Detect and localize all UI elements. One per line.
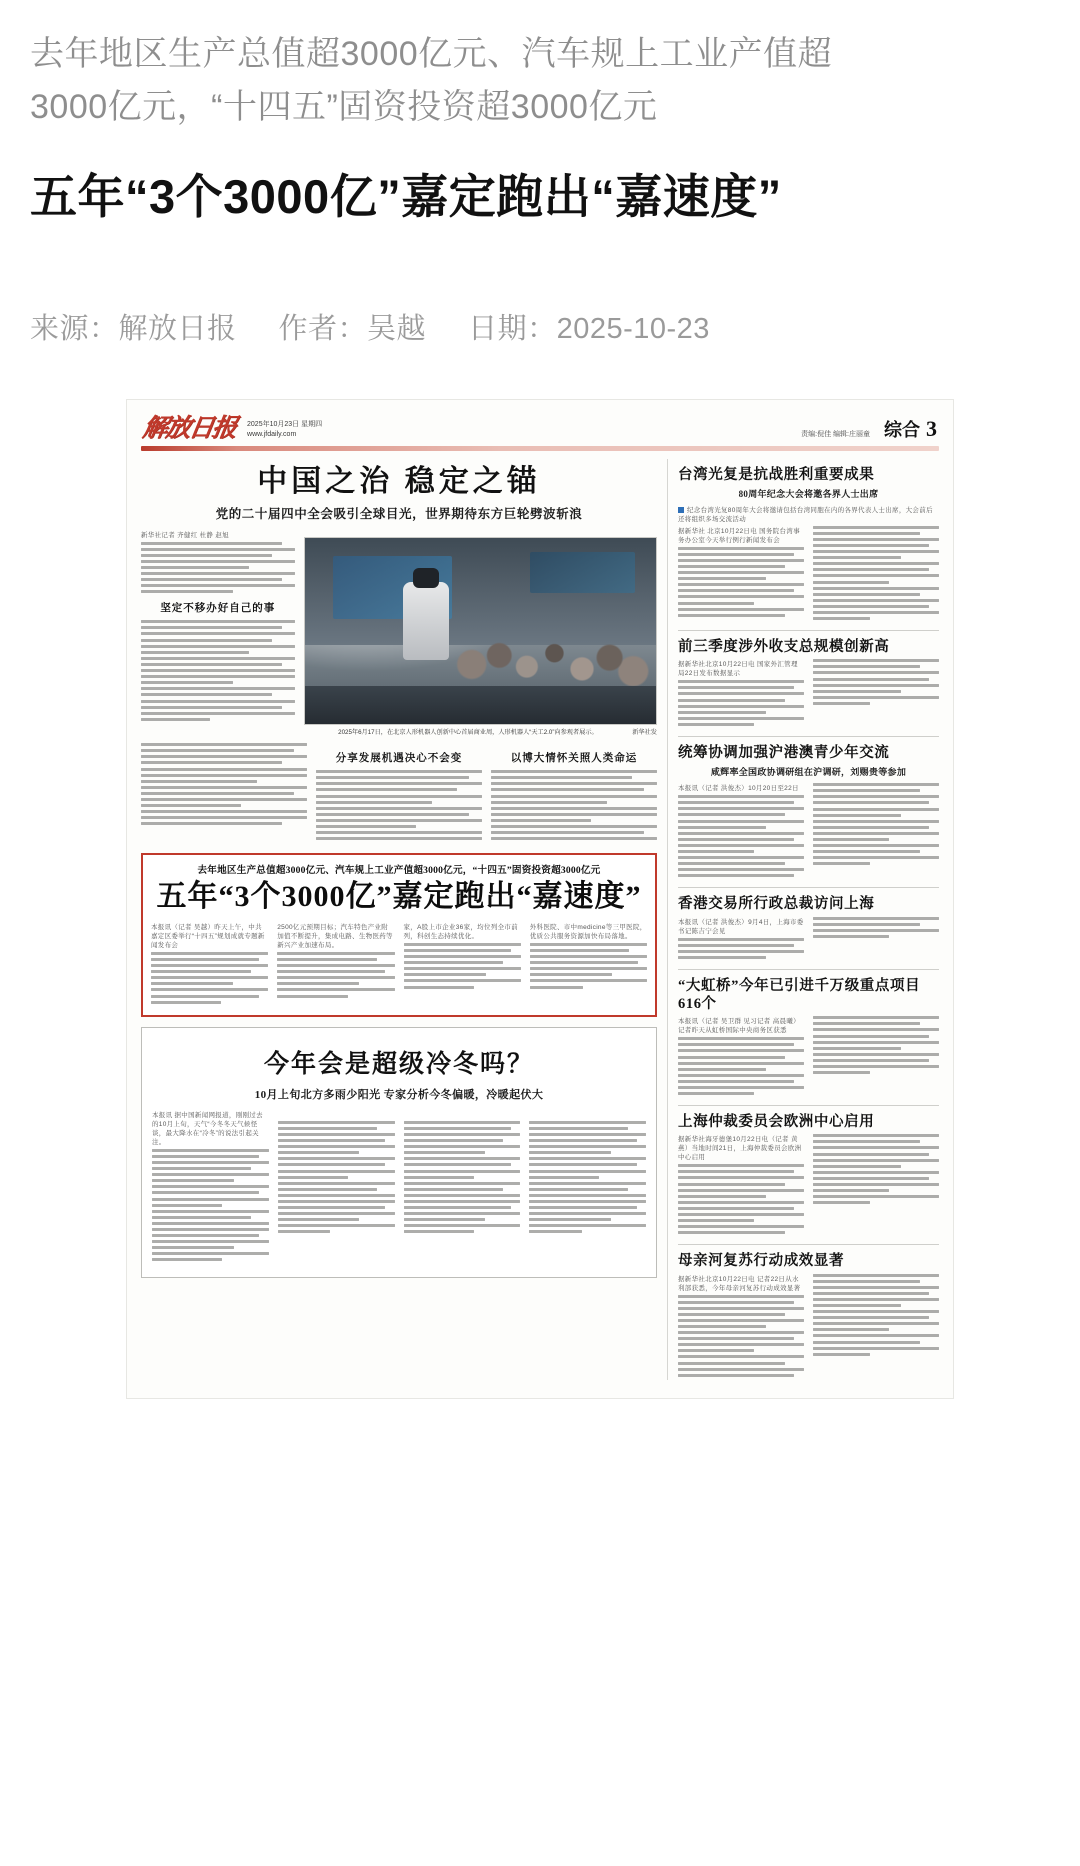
text-column: [277, 922, 394, 1007]
text-lines: [813, 783, 939, 865]
featured-title: 五年“3个3000亿”嘉定跑出“嘉速度”: [156, 880, 642, 914]
right-article-4[interactable]: [678, 977, 939, 1106]
text-column: [813, 1134, 939, 1237]
text-column: [529, 1110, 646, 1265]
right-article-byline: 本报讯（记者 吴卫群 见习记者 高晨曦）记者昨天从虹桥国际中央商务区获悉: [678, 1018, 800, 1035]
right-article-2[interactable]: [678, 744, 939, 888]
divider: [678, 1105, 939, 1106]
text-column: [678, 917, 804, 962]
masthead-credits: 责编:倪佳 编辑:庄丽童: [801, 430, 870, 438]
text-lines: [141, 743, 307, 825]
right-article-title: 统筹协调加强沪港澳青少年交流: [678, 745, 890, 762]
text-lines: [404, 943, 521, 989]
meta-date-value: 2025-10-23: [556, 312, 710, 345]
text-column: [491, 743, 657, 843]
newspaper-scan-wrapper: [126, 399, 954, 1439]
masthead-section: [884, 416, 937, 443]
text-lines: [678, 1164, 804, 1234]
featured-col-4: 外科医院、市中medicine等三甲医院，优质公共服务资源加快布局落地。: [529, 923, 647, 940]
divider: [678, 1244, 939, 1245]
text-lines: [813, 659, 939, 705]
right-article-title: 台湾光复是抗战胜利重要成果: [678, 466, 875, 483]
text-column: [813, 1016, 939, 1098]
right-article-byline: 据新华社北京10月22日电 国家外汇管理局22日发布数据显示: [678, 661, 798, 678]
right-article-5[interactable]: [678, 1113, 939, 1245]
right-article-6[interactable]: [678, 1252, 939, 1379]
newspaper-page: [126, 399, 954, 1399]
lead-text-column: [141, 530, 295, 738]
text-column: [678, 783, 804, 880]
right-article-byline: 据新华社北京10月22日电 记者22日从水利部获悉，今年母亲河复苏行动成效显著: [678, 1275, 801, 1292]
masthead-dateblock: [247, 416, 322, 440]
text-lines: [678, 795, 804, 877]
lead-photo: [304, 537, 657, 725]
text-lines: [813, 1274, 939, 1356]
right-article-title: 上海仲裁委员会欧洲中心启用: [678, 1114, 875, 1131]
meta-date: [468, 306, 710, 347]
text-lines: [277, 952, 394, 998]
lead-text-columns-2: [141, 743, 657, 843]
newspaper-right-column: [667, 459, 939, 1380]
right-article-title: 香港交易所行政总裁访问上海: [678, 896, 875, 913]
text-column: [404, 922, 521, 1007]
right-text-columns: [678, 1274, 939, 1380]
masthead-rule: [141, 446, 939, 451]
right-text-columns: [678, 659, 939, 729]
text-column: [151, 922, 268, 1007]
article-meta: [30, 306, 1050, 347]
text-lines: [678, 1295, 804, 1377]
lead-subhead-2: 分享发展机遇决心不会变: [335, 753, 463, 765]
text-column: [813, 1274, 939, 1380]
right-text-columns: [678, 917, 939, 962]
divider: [678, 630, 939, 631]
lead-photo-column: [304, 530, 657, 738]
lead-subhead-3: 以博大情怀关照人类命运: [510, 753, 638, 765]
right-article-byline: 本报讯（记者 洪俊杰）10月20日至22日: [678, 785, 799, 793]
text-column: [141, 743, 307, 843]
text-column: [530, 922, 647, 1007]
right-article-title: 前三季度涉外收支总规模创新高: [678, 639, 890, 656]
bottom-text-columns: [152, 1110, 646, 1265]
meta-date-label: 日期：: [468, 312, 557, 345]
kicker-text: 纪念台湾光复80周年大会将邀请包括台湾同胞在内的各界代表人士出席，大会前后还将组织多场交流活动: [678, 506, 933, 523]
text-lines: [404, 1121, 521, 1234]
right-article-title: “大虹桥”今年已引进千万级重点项目616个: [678, 977, 921, 1013]
page-number: 3: [926, 415, 937, 441]
text-column: [678, 526, 804, 624]
featured-byline: 本报讯（记者 吴越）昨天上午，中共嘉定区委举行“十四五”规划成就专题新闻发布会: [151, 923, 265, 949]
meta-source: [30, 306, 237, 347]
bottom-byline: 本报讯 据中国新闻网报道，刚刚过去的10月上旬，天气“今冬冬天气候怪谈，最大降水在“冷冬”的说法引起关注。: [152, 1111, 263, 1146]
newspaper-left-column: [141, 459, 657, 1380]
meta-author: [279, 306, 427, 347]
divider: [678, 969, 939, 970]
featured-col-3: 家，A股上市企业36家，均位列全市前列，科创生态持续优化。: [403, 923, 518, 940]
bottom-article-subtitle: 10月上旬北方多雨少阳光 专家分析今冬偏暖，冷暖起伏大: [254, 1088, 544, 1101]
text-lines: [530, 943, 647, 989]
text-column: [404, 1110, 521, 1265]
lead-text-columns: [141, 530, 657, 738]
divider: [678, 736, 939, 737]
text-lines: [813, 1134, 939, 1204]
right-article-1[interactable]: [678, 638, 939, 737]
text-column: [813, 526, 939, 624]
meta-source-value: 解放日报: [118, 312, 237, 345]
right-text-columns: [678, 1134, 939, 1237]
right-text-columns: [678, 1016, 939, 1098]
text-lines: [316, 770, 482, 840]
bottom-boxed-article[interactable]: [141, 1027, 657, 1278]
lead-photo-caption: [304, 729, 657, 738]
text-lines: [278, 1121, 395, 1234]
bullet-icon: [678, 507, 684, 513]
lead-subhead-1: 坚定不移办好自己的事: [160, 603, 276, 615]
text-column: [813, 783, 939, 880]
text-column: [678, 1274, 804, 1380]
right-article-subtitle: 80周年纪念大会将邀各界人士出席: [738, 488, 879, 499]
featured-text-columns: [151, 922, 647, 1007]
text-column: [278, 1110, 395, 1265]
featured-article-box[interactable]: [141, 853, 657, 1016]
right-article-0[interactable]: [678, 466, 939, 632]
page-title: 五年“3个3000亿”嘉定跑出“嘉速度”: [30, 170, 782, 224]
right-article-subtitle: 咸辉率全国政协调研组在沪调研，刘赐贵等参加: [710, 767, 907, 778]
text-lines: [491, 770, 657, 840]
right-article-title: 母亲河复苏行动成效显著: [678, 1253, 845, 1270]
masthead-url: www.jfdaily.com: [247, 430, 297, 438]
lead-article-title: 中国之治 稳定之锚: [257, 464, 541, 498]
section-name: 综合: [884, 419, 920, 440]
newspaper-columns: [141, 459, 939, 1380]
text-lines: [678, 547, 804, 617]
divider: [678, 887, 939, 888]
text-column: [316, 743, 482, 843]
lead-byline: 新华社记者 齐健红 杜静 赵旭: [141, 531, 229, 539]
text-column: [678, 1016, 804, 1098]
text-column: [152, 1110, 269, 1265]
text-lines: [678, 1037, 804, 1095]
right-text-columns: [678, 783, 939, 880]
article-subtitle: 去年地区生产总值超3000亿元、汽车规上工业产值超3000亿元，“十四五”固资投资超3000亿元: [30, 35, 833, 126]
meta-source-label: 来源：: [30, 312, 119, 345]
bottom-article-title: 今年会是超级冷冬吗？: [263, 1050, 534, 1078]
article-header: [0, 0, 1080, 347]
text-lines: [141, 620, 295, 721]
newspaper-masthead: [141, 412, 939, 443]
text-lines: [813, 1016, 939, 1074]
featured-kicker: 去年地区生产总值超3000亿元、汽车规上工业产值超3000亿元，“十四五”固资投资超3000亿元: [197, 865, 601, 877]
right-article-byline: 据新华社 北京10月22日电 国务院台湾事务办公室今天举行例行新闻发布会: [678, 527, 800, 544]
caption-credit: 新华社发: [632, 728, 657, 736]
text-column: [813, 917, 939, 962]
text-column: [678, 1134, 804, 1237]
jiefang-daily-logo: 解放日报: [140, 414, 238, 442]
text-lines: [678, 938, 804, 959]
text-lines: [152, 1149, 269, 1262]
text-lines: [141, 542, 295, 594]
masthead-date: 2025年10月23日 星期四: [247, 420, 323, 428]
text-column: [678, 659, 804, 729]
text-lines: [813, 526, 939, 620]
right-article-byline: 据新华社海牙德堡10月22日电（记者 黄燕）当地时间21日，上海仲裁委员会欧洲中心启用: [678, 1136, 802, 1162]
right-article-byline: 本报讯（记者 洪俊杰）9月4日，上海市委书记陈吉宁会见: [678, 918, 804, 935]
featured-col-2: 2500亿元预期目标；汽车特色产业附加值不断提升，集成电路、生物医药等新兴产业加速布局。: [277, 923, 393, 949]
lead-article-subtitle: 党的二十届四中全会吸引全球目光，世界期待东方巨轮劈波斩浪: [215, 506, 583, 521]
right-article-3[interactable]: [678, 895, 939, 970]
text-lines: [813, 917, 939, 938]
meta-author-value: 吴越: [367, 312, 427, 345]
right-text-columns: [678, 526, 939, 624]
text-column: [813, 659, 939, 729]
meta-author-label: 作者：: [278, 312, 368, 345]
right-article-kicker: [678, 505, 939, 523]
caption-text: 2025年6月17日，在北京人形机器人创新中心首届商业周，人形机器人“天工2.0”向参观者展示。: [338, 728, 598, 736]
text-lines: [529, 1121, 646, 1234]
text-lines: [678, 680, 804, 726]
text-lines: [151, 952, 268, 1004]
